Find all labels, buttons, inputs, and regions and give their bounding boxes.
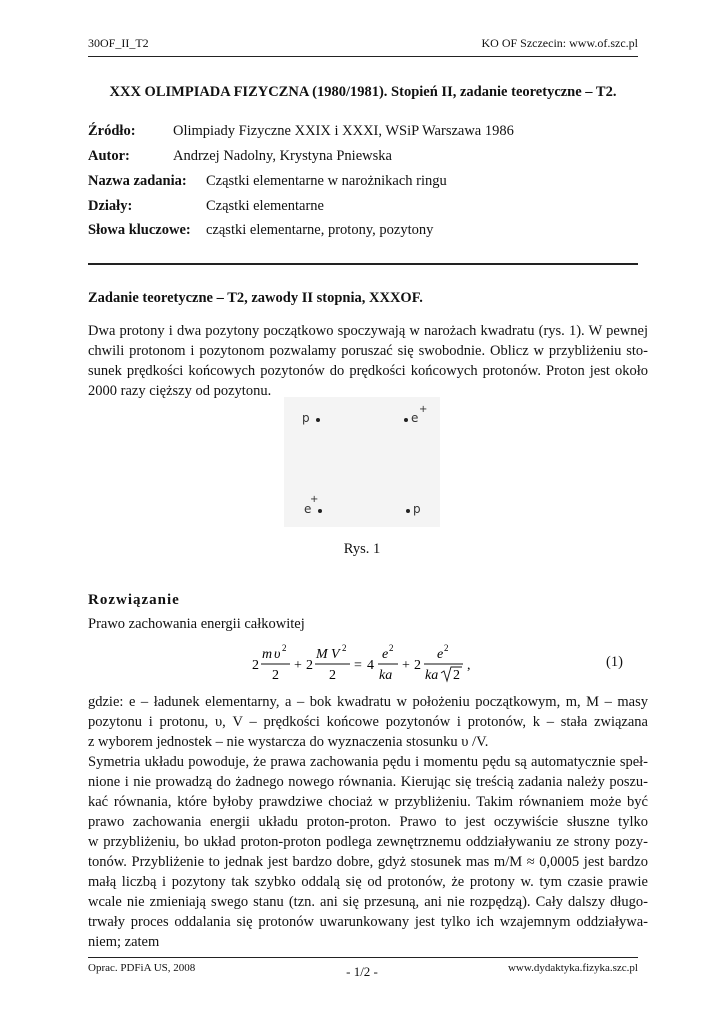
meta-keywords-value: cząstki elementarne, protony, pozytony [206, 222, 434, 238]
solution-text-line: prawo zachowania energii układu proton-proton. Prawo to jest oczywiście słuszne tylko [88, 814, 648, 830]
eq-sq: 2 [444, 643, 449, 653]
eq-plus: + [402, 658, 410, 673]
solution-text-line: małą liczbą i pozytony tak szybko oddalą się od protonów, że protony w. tym czasie prawie [88, 874, 648, 890]
task-text-line: chwili protonom i pozytonom pozwalamy poruszać się swobodnie. Oblicz w przybliżeniu sto- [88, 343, 648, 359]
meta-sections-label: Działy: [88, 198, 133, 214]
figure-caption: Rys. 1 [343, 541, 381, 557]
task-text-line: sunek prędkości końcowych pozytonów do prędkości końcowych protonów. Proton jest około [88, 363, 648, 379]
solution-text-line: w przybliżeniu, bo układ proton-proton podlega zewnętrznemu oddziaływaniu ze strony pozy- [88, 834, 648, 850]
header-divider [88, 56, 638, 57]
solution-heading: Rozwiązanie [88, 592, 180, 608]
particle-dot [404, 418, 408, 422]
eq-comma: , [467, 658, 471, 673]
eq-e: e [382, 647, 389, 662]
eq-ka: ka [425, 668, 439, 683]
meta-sections [88, 198, 324, 215]
solution-text-line: nione i nie prowadzą do żadnego nowego równania. Kierując się treścią zadania należy poszu- [88, 774, 648, 790]
meta-task-name-label: Nazwa zadania: [88, 173, 187, 189]
solution-text-line: Symetria układu powoduje, że prawa zachowania pędu i momentu pędu są automatycznie speł- [88, 754, 648, 770]
solution-text [88, 692, 648, 952]
eq-coef: 2 [306, 658, 313, 673]
solution-text-line: wcale nie zmieniają swego stanu (tzn. ani się przesuną, ani nie rozpędzą). Cały dalszy długo- [88, 894, 648, 910]
equation-number: (1) [606, 654, 623, 670]
eq-coef: 2 [252, 658, 259, 673]
meta-keywords [88, 222, 434, 239]
label-positron-top-right: e [411, 411, 419, 425]
eq-e: e [437, 647, 444, 662]
figure-square-corners [284, 397, 440, 527]
solution-text-line: niem; zatem [88, 934, 160, 950]
meta-author-value: Andrzej Nadolny, Krystyna Pniewska [173, 148, 392, 164]
header-left: 30OF_II_T2 [88, 36, 149, 50]
eq-sq: 2 [282, 643, 287, 653]
task-heading: Zadanie teoretyczne – T2, zawody II stopnia, XXXOF. [88, 290, 423, 306]
eq-den: 2 [272, 668, 279, 683]
eq-sq: 2 [389, 643, 394, 653]
meta-source-label: Źródło: [88, 123, 136, 139]
meta-keywords-label: Słowa kluczowe: [88, 222, 191, 238]
eq-plus: + [294, 658, 302, 673]
task-text-line: Dwa protony i dwa pozytony początkowo spoczywają w narożach kwadratu (rys. 1). W pewnej [88, 323, 648, 339]
meta-sections-value: Cząstki elementarne [206, 198, 324, 214]
meta-source [88, 123, 514, 140]
task-text [88, 321, 648, 401]
footer-right: www.dydaktyka.fizyka.szc.pl [507, 962, 638, 974]
task-text-line: 2000 razy cięższy od pozytonu. [88, 383, 272, 399]
energy-heading: Prawo zachowania energii całkowitej [88, 616, 305, 632]
footer-left: Oprac. PDFiA US, 2008 [88, 962, 196, 974]
eq-sq: 2 [342, 643, 347, 653]
eq-sq: 2 [453, 668, 460, 683]
particle-dot [316, 418, 320, 422]
section-divider [88, 263, 638, 265]
eq-den: 2 [329, 668, 336, 683]
meta-task-name [88, 173, 447, 190]
label-positron-bottom-left: e [304, 502, 312, 516]
solution-text-line: pozytonu i protonu, υ, V – prędkości końcowe pozytonów i protonów, k – stała związana [88, 714, 648, 730]
eq-equals: = [354, 658, 362, 673]
eq-coef: 2 [414, 658, 421, 673]
meta-author-label: Autor: [88, 148, 130, 164]
eq-four: 4 [367, 658, 374, 673]
footer-divider [88, 957, 638, 958]
solution-text-line: gdzie: e – ładunek elementarny, a – bok kwadratu w położeniu początkowym, m, M – masy [88, 694, 648, 710]
meta-author [88, 148, 392, 165]
particle-dot [406, 509, 410, 513]
particle-dot [318, 509, 322, 513]
plus-sign-icon: + [310, 494, 319, 505]
eq-m: m [262, 647, 273, 662]
eq-ka: ka [379, 668, 393, 683]
solution-text-line: tonów. Przybliżenie to jednak jest bardzo dobre, gdyż stosunek mas m/M ≈ 0,0005 jest bardzo [88, 854, 648, 870]
header-right: KO OF Szczecin: www.of.szc.pl [481, 36, 638, 50]
eq-v: υ [274, 647, 281, 662]
energy-equation [250, 640, 490, 688]
eq-V: V [331, 647, 340, 662]
page-number: - 1/2 - [346, 964, 378, 979]
meta-source-value: Olimpiady Fizyczne XXIX i XXXI, WSiP Warszawa 1986 [173, 123, 514, 139]
plus-sign-icon: + [419, 404, 428, 415]
eq-M: M [316, 647, 328, 662]
label-proton-bottom-right: p [413, 502, 421, 516]
meta-task-name-value: Cząstki elementarne w narożnikach ringu [206, 173, 447, 189]
solution-text-line: kać równania, które byłoby prawdziwe chociaż w przybliżeniu. Takim równaniem może być [88, 794, 648, 810]
solution-text-line: z wyborem jednostek – nie wystarcza do wyznaczenia stosunku υ /V. [88, 734, 489, 750]
label-proton-top-left: p [302, 411, 310, 425]
solution-text-line: trwały proces oddalania się protonów uwarunkowany jest tylko ich wzajemnym oddziaływa- [88, 914, 648, 930]
document-title: XXX OLIMPIADA FIZYCZNA (1980/1981). Stopień II, zadanie teoretyczne – T2. [109, 84, 617, 100]
